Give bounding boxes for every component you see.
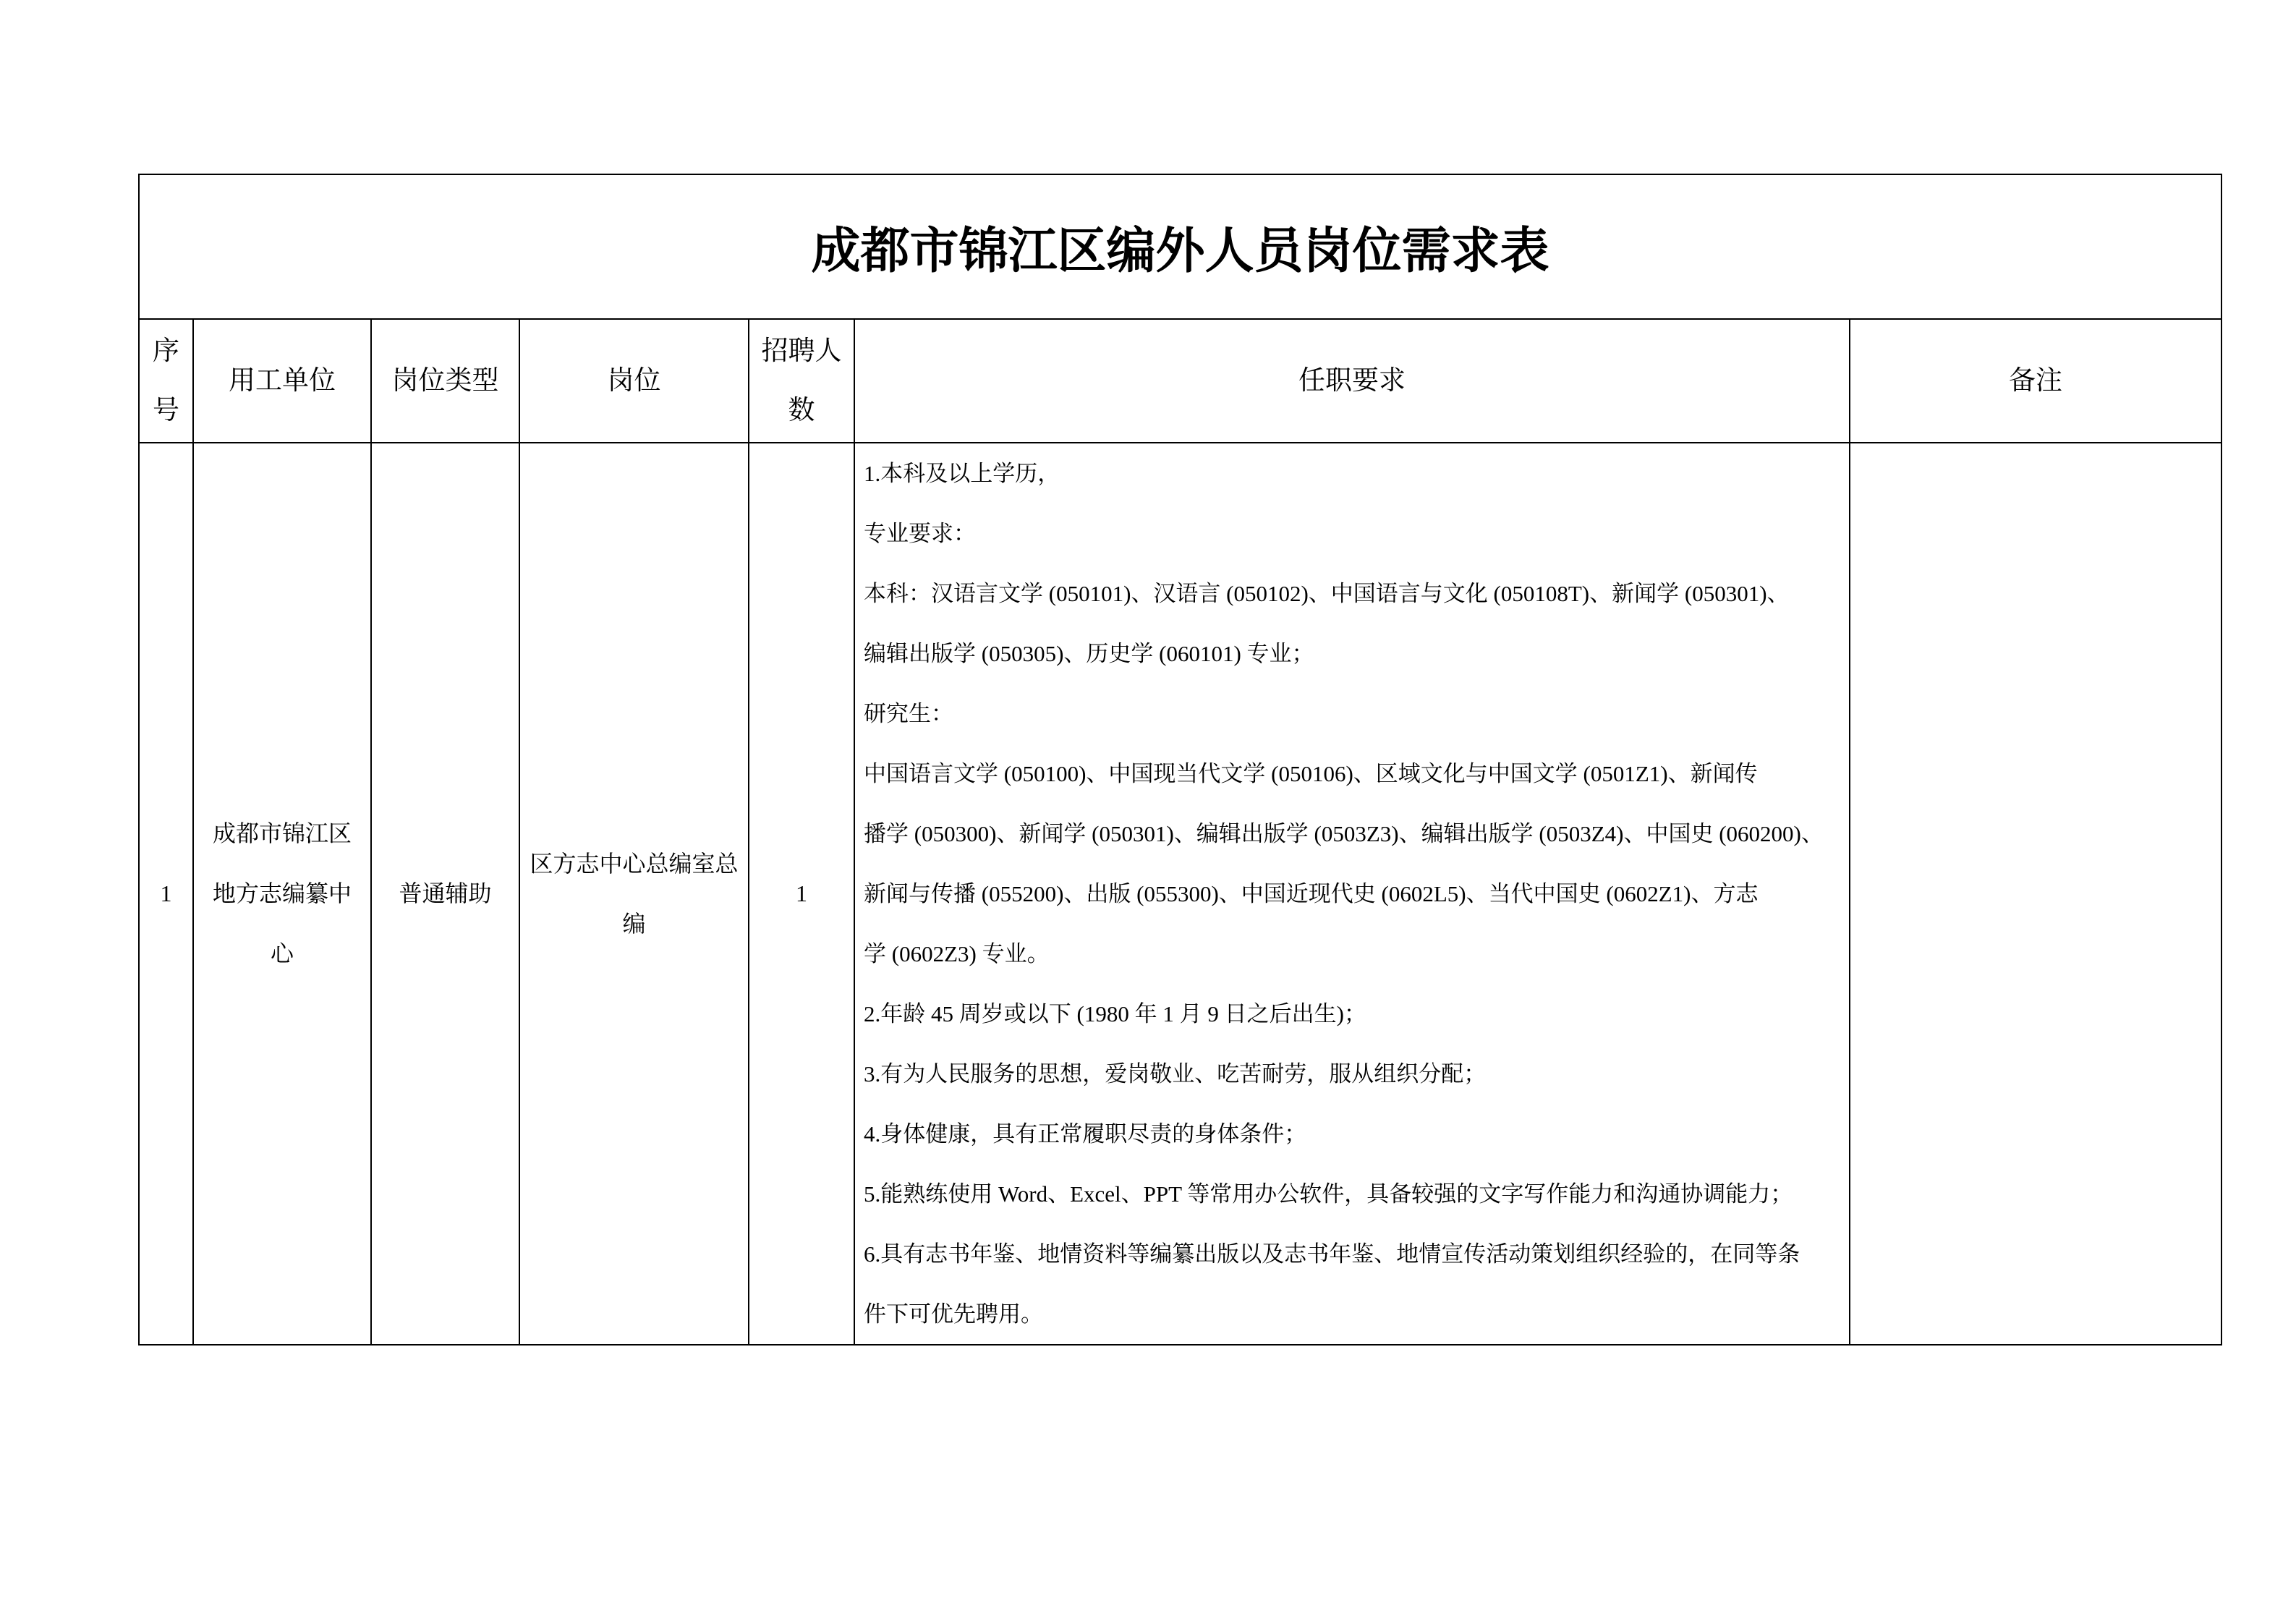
text-line: 成都市锦江区 <box>212 820 352 846</box>
text-line: 用工单位 <box>229 365 336 396</box>
header-position <box>520 320 749 443</box>
text-line: 5.能熟练使用 Word、Excel、PPT 等常用办公软件，具备较强的文字写作能力和沟通协调能力； <box>864 1181 1793 1207</box>
row1-requirements <box>855 443 1850 1344</box>
header-headcount <box>749 320 855 443</box>
header-type <box>372 320 520 443</box>
text-line: 新闻与传播 (055200)、出版 (055300)、中国近现代史 (0602L5)、当代中国史 (0602Z1)、方志 <box>864 881 1759 906</box>
text-line: 序 <box>153 336 179 366</box>
text-line: 学 (0602Z3) 专业。 <box>864 941 1050 966</box>
job-demand-table <box>138 174 2222 1345</box>
text-line: 任职要求 <box>1298 365 1406 396</box>
text-line: 专业要求： <box>864 521 976 546</box>
text-line: 区方志中心总编室总 <box>530 850 739 877</box>
text-line: 备注 <box>2009 365 2062 396</box>
text-line: 编 <box>622 910 646 937</box>
table-title: 成都市锦江区编外人员岗位需求表 <box>140 175 2221 320</box>
text-line: 3.有为人民服务的思想，爱岗敬业、吃苦耐劳，服从组织分配； <box>864 1061 1487 1087</box>
text-line: 普通辅助 <box>399 880 492 906</box>
text-line: 件下可优先聘用。 <box>864 1301 1043 1327</box>
text-line: 数 <box>788 395 815 425</box>
text-line: 1.本科及以上学历， <box>864 461 1060 486</box>
row1-position <box>520 443 749 1344</box>
header-unit <box>194 320 372 443</box>
header-seq <box>140 320 194 443</box>
header-requirements <box>855 320 1850 443</box>
row1-remark <box>1850 443 2221 1344</box>
text-line: 地方志编纂中 <box>212 880 352 906</box>
text-line: 岗位类型 <box>391 365 499 396</box>
row1-headcount: 1 <box>749 443 855 1344</box>
text-line: 6.具有志书年鉴、地情资料等编纂出版以及志书年鉴、地情宣传活动策划组织经验的，在同等条 <box>864 1241 1800 1267</box>
text-line: 招聘人 <box>761 336 842 366</box>
text-line: 号 <box>153 395 179 425</box>
row1-seq: 1 <box>140 443 194 1344</box>
header-remark <box>1850 320 2221 443</box>
row1-unit <box>194 443 372 1344</box>
text-line: 本科：汉语言文学 (050101)、汉语言 (050102)、中国语言与文化 (050108T)、新闻学 (050301)、 <box>864 581 1790 606</box>
row1-type <box>372 443 520 1344</box>
text-line: 研究生： <box>864 701 953 726</box>
text-line: 岗位 <box>607 365 661 396</box>
text-line: 4.身体健康，具有正常履职尽责的身体条件； <box>864 1121 1307 1147</box>
text-line: 编辑出版学 (050305)、历史学 (060101) 专业； <box>864 641 1314 666</box>
text-line: 中国语言文学 (050100)、中国现当代文学 (050106)、区域文化与中国文学 (0501Z1)、新闻传 <box>864 761 1758 786</box>
text-line: 2.年龄 45 周岁或以下 (1980 年 1 月 9 日之后出生)； <box>864 1001 1366 1026</box>
text-line: 心 <box>270 940 294 966</box>
text-line: 播学 (050300)、新闻学 (050301)、编辑出版学 (0503Z3)、编辑出版学 (0503Z4)、中国史 (060200)、 <box>864 821 1824 846</box>
